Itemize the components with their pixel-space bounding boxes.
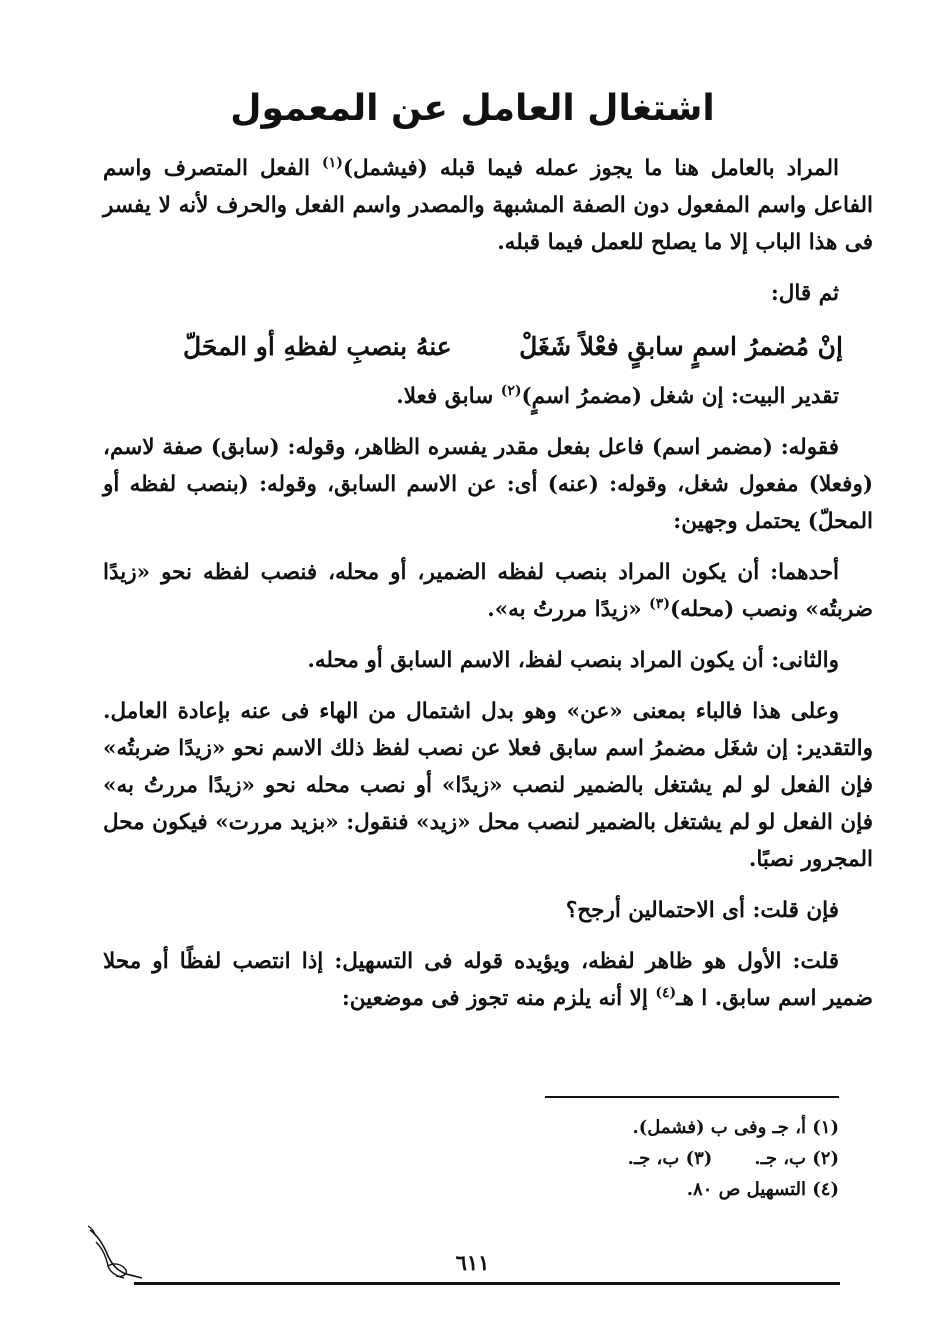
paragraph-text: قلت: الأول هو ظاهر لفظه، ويؤيده قوله فى التسهيل: إذا انتصب لفظًا أو محلا ضمير اسم سابق. ا هـ <box>103 949 873 1011</box>
verse-second-hemistich: عنهُ بنصبِ لفظهِ أو المحَلّ <box>183 332 452 361</box>
footnote-2-3-line <box>399 1143 839 1174</box>
paragraph-definition <box>103 150 873 261</box>
footnotes <box>399 1112 839 1205</box>
footnote-2: (٢) ب، جـ. <box>754 1148 839 1169</box>
footnote-ref: (٣) <box>649 595 670 612</box>
paragraph-text: المراد بالعامل هنا ما يجوز عمله فيما قبله (فيشمل) <box>342 156 839 181</box>
paragraph-question: فإن قلت: أى الاحتمالين أرجح؟ <box>565 898 839 923</box>
paragraph-text: تقدير البيت: إن شغل (مضمرُ اسمٍ) <box>521 384 839 409</box>
footnote-ref: (١) <box>322 154 343 171</box>
bottom-divider <box>134 1282 840 1285</box>
paragraph-explanation: وعلى هذا فالباء بمعنى «عن» وهو بدل اشتمال من الهاء فى عنه بإعادة العامل. والتقدير: إن شغَل مضمرُ اسم سابق فعلا عن نصب لفظ ذلك الاسم نحو «زيدًا ضربتُه» فإن الفعل لو لم يشتغل بالضمير لنصب «زيدًا» أو نصب محله نحو «زيدًا مررتُ به» فإن الفعل لو لم يشتغل بالضمير لنصب محل «زيد» فنقول: «بزيد مررت» فيكون محل المجرور نصبًا. <box>103 699 873 872</box>
paragraph-text: أحدهما: أن يكون المراد بنصب لفظه الضمير، أو محله، فنصب لفظه نحو «زيدًا ضربتُه» ونصب (محله) <box>103 560 873 622</box>
paragraph-verse-estimate <box>103 378 873 415</box>
footnote-divider <box>545 1096 839 1098</box>
paragraph-second-view: والثانى: أن يكون المراد بنصب لفظ، الاسم السابق أو محله. <box>307 648 839 673</box>
paragraph-answer <box>103 943 873 1017</box>
paragraph-text: الفعل المتصرف واسم الفاعل واسم المفعول دون الصفة المشبهة والمصدر واسم الفعل والحرف لأنه لا يفسر فى هذا الباب إلا ما يصلح للعمل فيما قبله. <box>103 156 873 255</box>
footnote-ref: (٢) <box>500 382 522 399</box>
page-number: ٦١١ <box>455 1250 490 1275</box>
paragraph-text: إلا أنه يلزم منه تجوز فى موضعين: <box>341 986 656 1011</box>
main-text <box>103 150 873 1031</box>
paragraph-text: «زيدًا مررتُ به». <box>487 597 650 622</box>
verse-line <box>183 326 843 368</box>
verse-first-hemistich: إنْ مُضمرُ اسمٍ سابقٍ فعْلاً شَغَلْ <box>519 332 843 361</box>
paragraph-then-said: ثم قال: <box>770 281 839 306</box>
paragraph-first-view <box>103 554 873 628</box>
paragraph-analysis: فقوله: (مضمر اسم) فاعل بفعل مقدر يفسره الظاهر، وقوله: (سابق) صفة لاسم، (وفعلا) مفعول شغل، وقوله: (عنه) أى: عن الاسم السابق، وقوله: (بنصب لفظه أو المحلّ) يحتمل وجهين: <box>103 435 873 534</box>
page-title: اشتغال العامل عن المعمول <box>230 88 715 129</box>
footnote-4: (٤) التسهيل ص ٨٠. <box>686 1179 839 1200</box>
paragraph-text: سابق فعلا. <box>396 384 501 409</box>
footnote-3: (٣) ب، جـ. <box>627 1148 713 1169</box>
footnote-ref: (٤) <box>655 984 677 1001</box>
footnote-1: (١) أ، جـ وفى ب (فشمل). <box>632 1117 839 1138</box>
